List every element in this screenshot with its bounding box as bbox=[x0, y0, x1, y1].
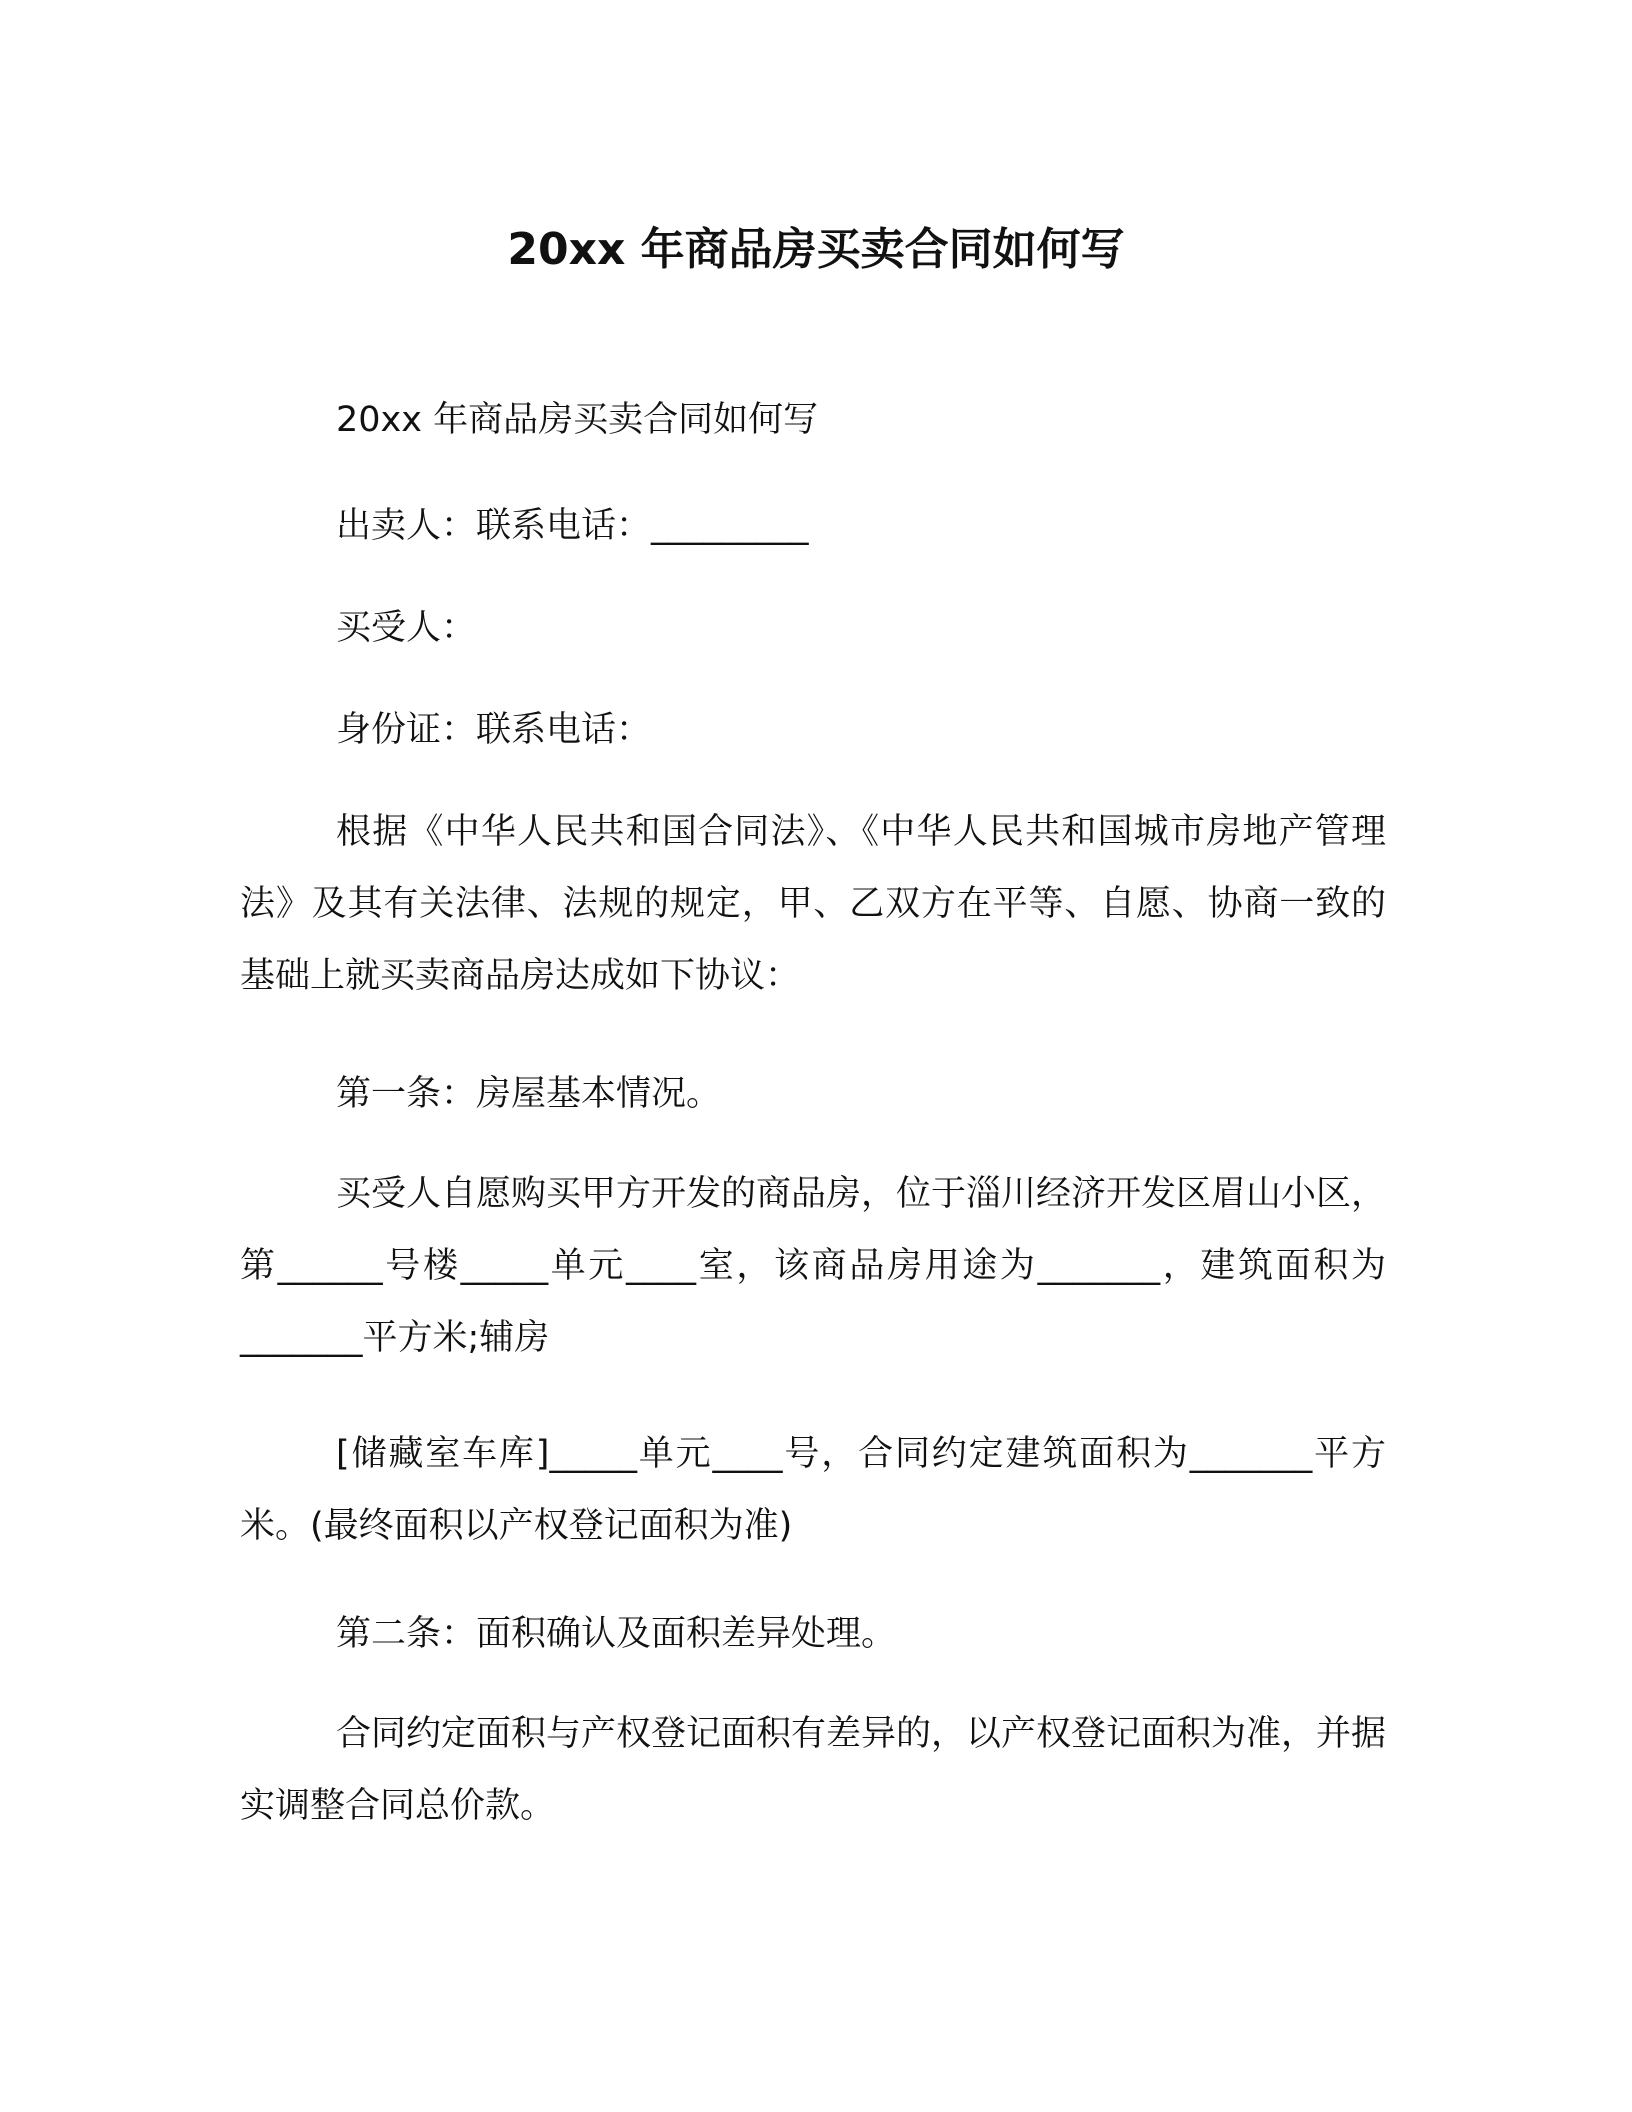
article-1-heading: 第一条：房屋基本情况。 bbox=[336, 1074, 722, 1114]
preamble-paragraph: 根据《中华人民共和国合同法》、《中华人民共和国城市房地产管理法》及其有关法律、法规的规定，甲、乙双方在平等、自愿、协商一致的基础上就买卖商品房达成如下协议： bbox=[240, 812, 1386, 996]
seller-line: 出卖人：联系电话：_________ bbox=[336, 506, 809, 546]
subtitle-line: 20xx 年商品房买卖合同如何写 bbox=[336, 400, 819, 440]
document-title: 20xx 年商品房买卖合同如何写 bbox=[507, 224, 1125, 275]
article-1-storage: [储藏室车库]_____单元____号，合同约定建筑面积为_______平方米。(最终面积以产权登记面积为准) bbox=[240, 1434, 1386, 1546]
article-2-text: 合同约定面积与产权登记面积有差异的，以产权登记面积为准，并据实调整合同总价款。 bbox=[240, 1714, 1387, 1826]
id-card-line: 身份证：联系电话： bbox=[336, 710, 652, 750]
buyer-line: 买受人： bbox=[336, 608, 477, 648]
article-2-heading: 第二条：面积确认及面积差异处理。 bbox=[336, 1614, 897, 1654]
article-1-text: 买受人自愿购买甲方开发的商品房，位于淄川经济开发区眉山小区，第______号楼_____单元____室，该商品房用途为_______，建筑面积为_______平方米;辅房 bbox=[240, 1174, 1387, 1358]
